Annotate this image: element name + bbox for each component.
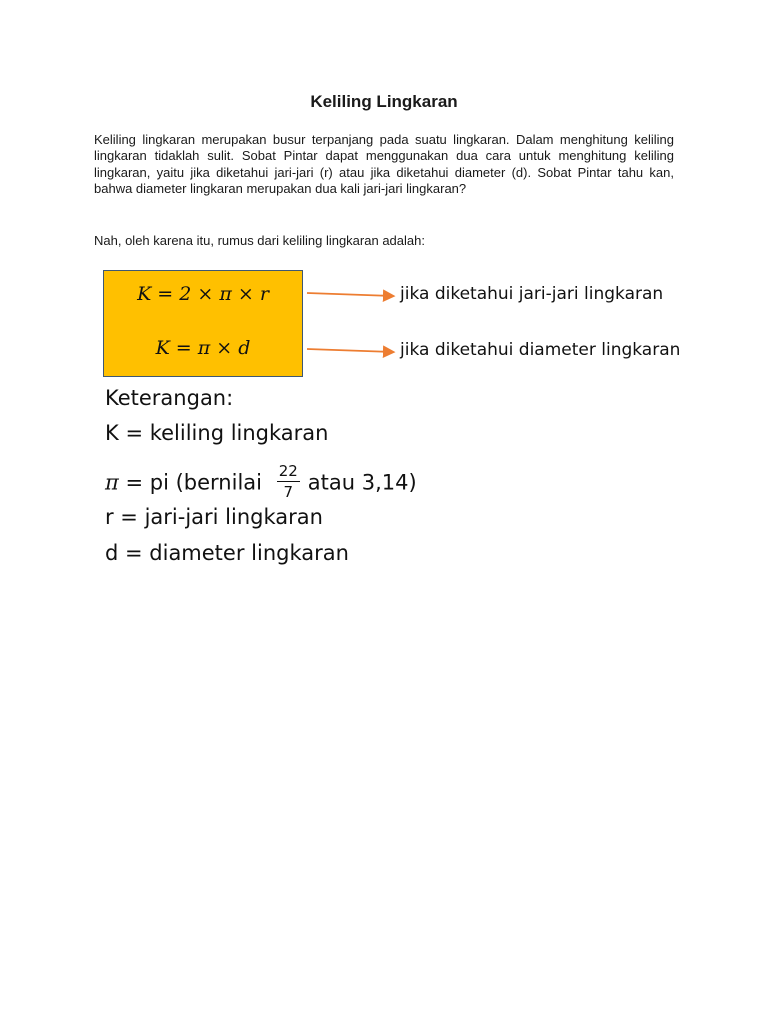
page-title: Keliling Lingkaran bbox=[310, 92, 458, 111]
formula-diameter: K = π × d bbox=[155, 337, 251, 359]
fraction-numerator: 22 bbox=[278, 462, 298, 480]
pi-fraction bbox=[277, 461, 300, 502]
formula-intro-paragraph: Nah, oleh karena itu, rumus dari keliling lingkaran adalah: bbox=[94, 233, 425, 248]
pi-text-after: atau 3,14) bbox=[307, 470, 417, 495]
keterangan-d: d = diameter lingkaran bbox=[105, 541, 349, 565]
pi-text-before: = pi (bernilai bbox=[118, 470, 262, 495]
keterangan-k: K = keliling lingkaran bbox=[105, 421, 329, 445]
formula-box bbox=[103, 270, 303, 377]
fraction-denominator: 7 bbox=[283, 483, 293, 501]
keterangan-heading: Keterangan: bbox=[105, 386, 234, 410]
pi-symbol: π bbox=[105, 470, 119, 495]
label-diameter: jika diketahui diameter lingkaran bbox=[400, 340, 681, 360]
formula-radius: K = 2 × π × r bbox=[137, 283, 269, 305]
keterangan-pi bbox=[105, 463, 417, 504]
arrow-radius bbox=[307, 293, 393, 296]
intro-paragraph: Keliling lingkaran merupakan busur terpanjang pada suatu lingkaran. Dalam menghitung keliling lingkaran tidaklah sulit. Sobat Pintar dapat menggunakan dua cara untuk menghitung keliling lingkaran, yaitu jika diketahui jari-jari (r) atau jika diketahui diameter (d). Sobat Pintar tahu kan, bahwa diameter lingkaran merupakan dua kali jari-jari lingkaran? bbox=[94, 132, 674, 196]
keterangan-r: r = jari-jari lingkaran bbox=[105, 505, 323, 529]
arrow-diameter bbox=[307, 349, 393, 352]
label-radius: jika diketahui jari-jari lingkaran bbox=[400, 284, 664, 304]
